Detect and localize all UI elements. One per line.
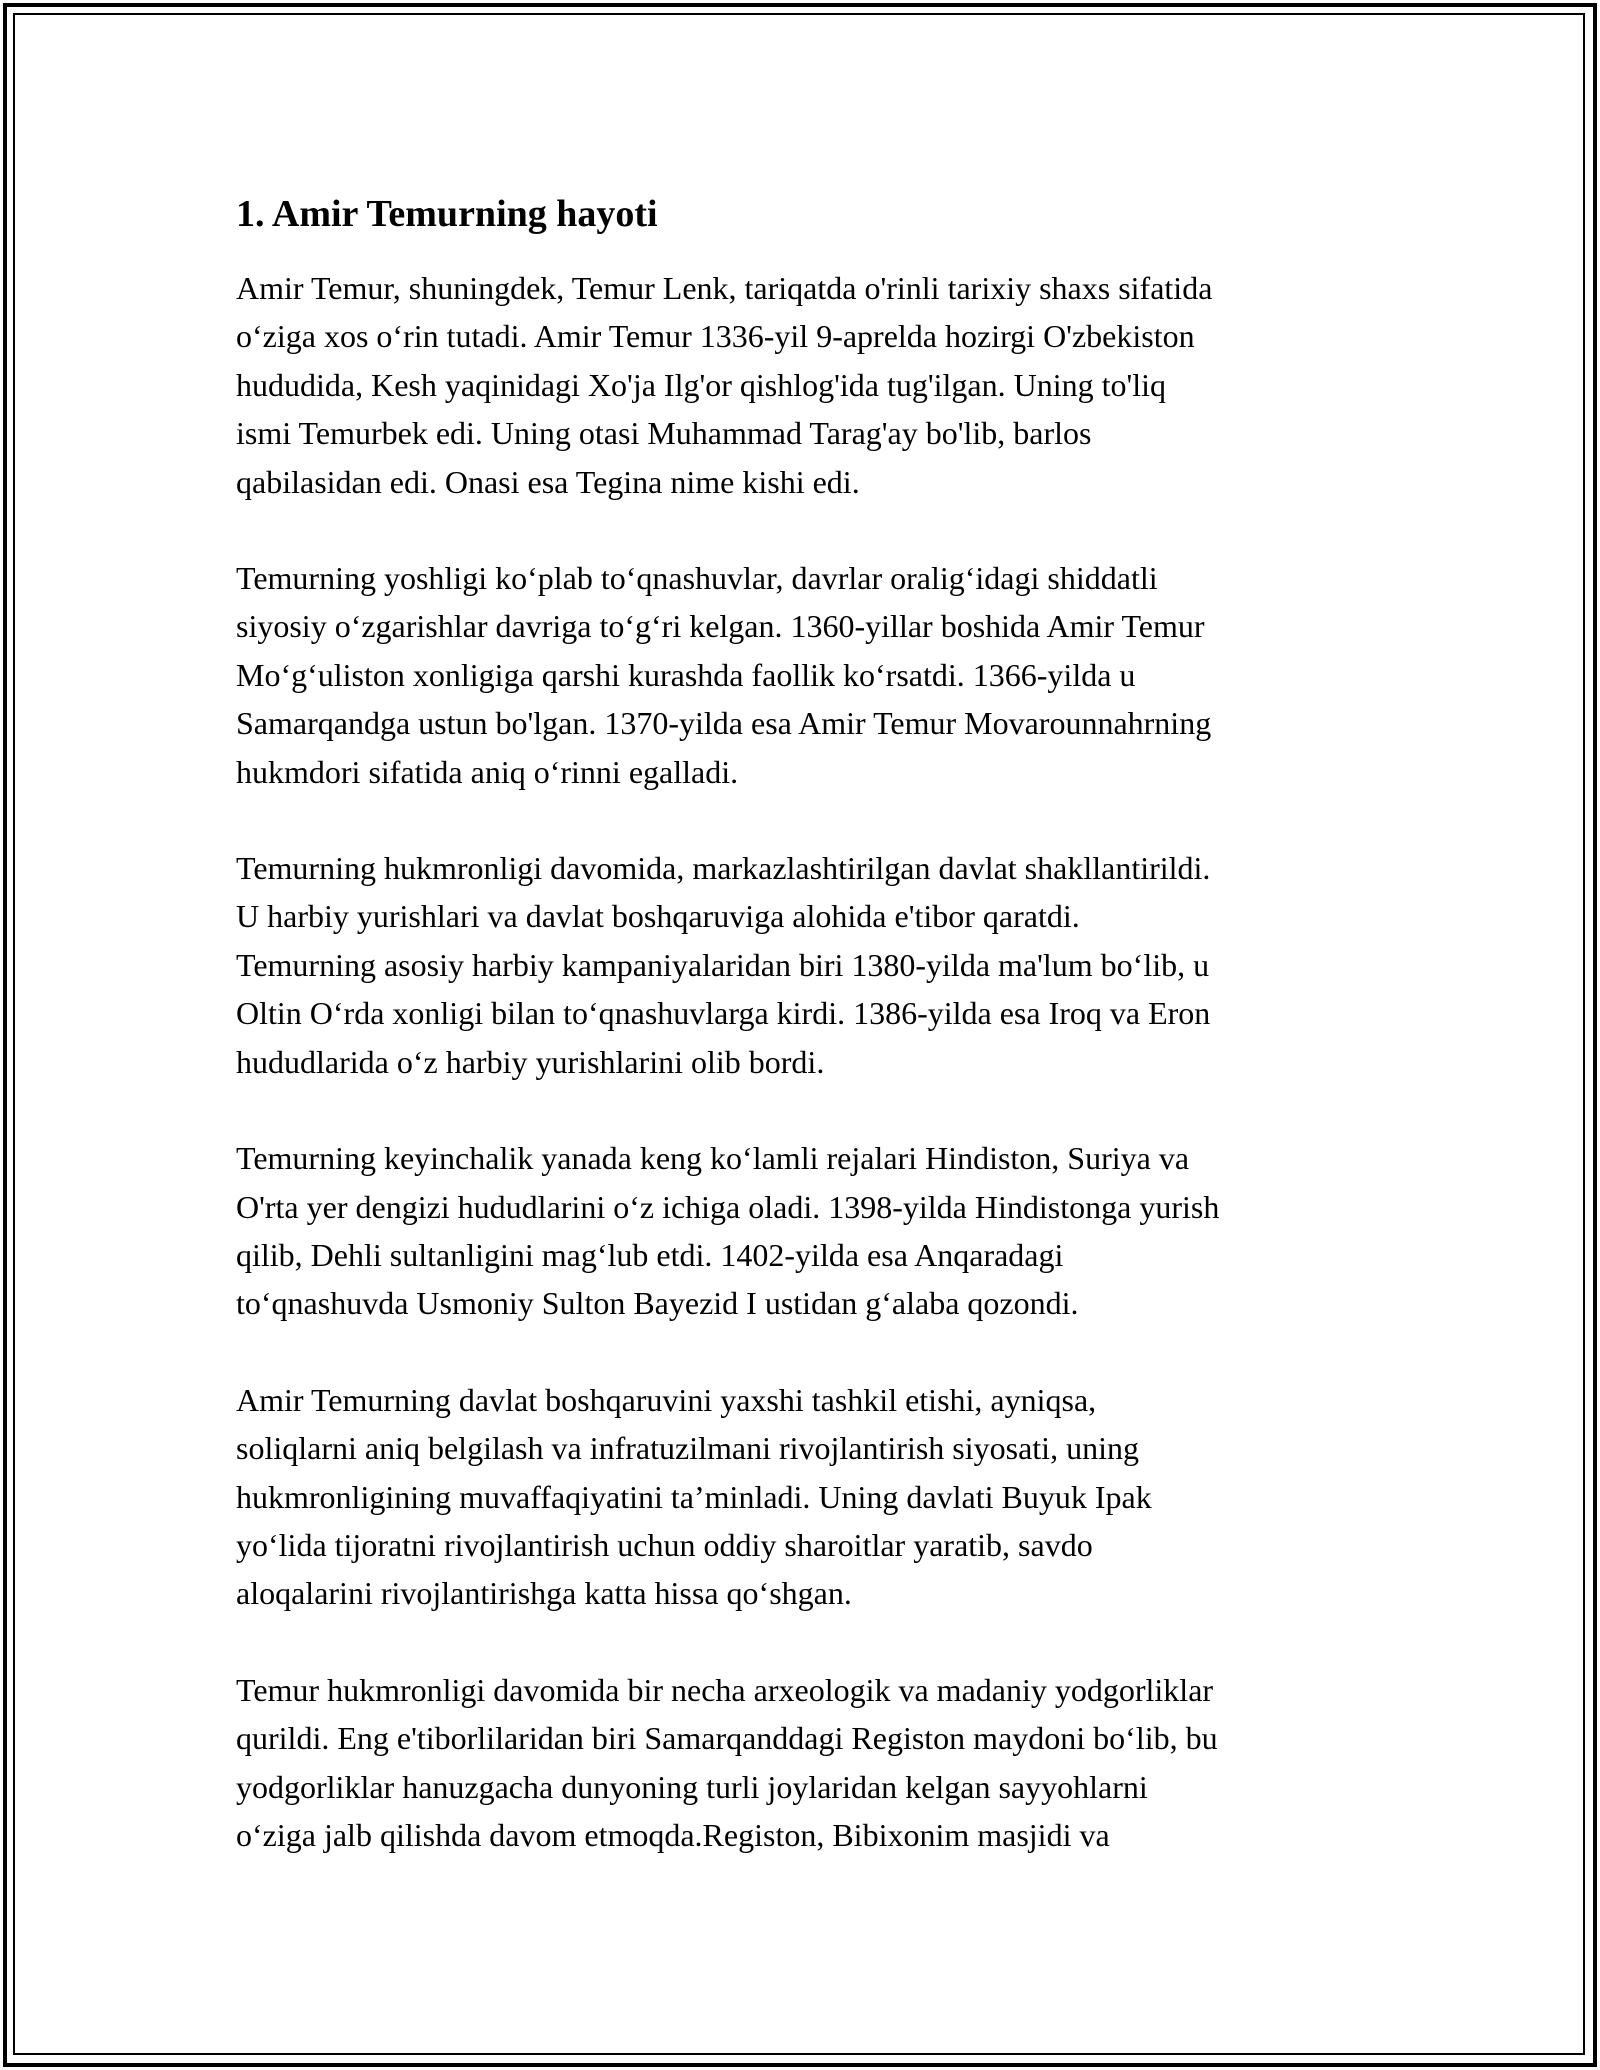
paragraph-6: Temur hukmronligi davomida bir necha arxeologik va madaniy yodgorliklar qurildi. Eng e'tiborlilaridan biri Samarqanddagi Registon maydoni bo‘lib, bu yodgorliklar hanuzgacha dunyoning turli joylaridan kelgan sayyohlarni o‘ziga jalb qilishda davom etmoqda.Registon, Bibixonim masjidi va xyxy=(236,1671,1218,1853)
paragraph-5: Amir Temurning davlat boshqaruvini yaxshi tashkil etishi, ayniqsa, soliqlarni aniq belgilash va infratuzilmani rivojlantirish siyosati, uning hukmronligining muvaffaqiyatini ta’minladi. Uning davlati Buyuk Ipak yo‘lida tijoratni rivojlantirish uchun oddiy sharoitlar yaratib, savdo aloqalarini rivojlantirishga katta hissa qo‘shgan. xyxy=(236,1381,1152,1612)
paragraph-1: Amir Temur, shuningdek, Temur Lenk, tariqatda o'rinli tarixiy shaxs sifatida o‘ziga xos o‘rin tutadi. Amir Temur 1336-yil 9-aprelda hozirgi O'zbekiston hududida, Kesh yaqinidagi Xo'ja Ilg'or qishlog'ida tug'ilgan. Uning to'liq ismi Temurbek edi. Uning otasi Muhammad Tarag'ay bo'lib, barlos qabilasidan edi. Onasi esa Tegina nime kishi edi. xyxy=(236,270,1213,500)
section-heading: 1. Amir Temurning hayoti xyxy=(236,193,658,235)
paragraph-4: Temurning keyinchalik yanada keng ko‘lamli rejalari Hindiston, Suriya va O'rta yer dengizi hududlarini o‘z ichiga oladi. 1398-yilda Hindistonga yurish qilib, Dehli sultanligini mag‘lub etdi. 1402-yilda esa Anqaradagi to‘qnashuvda Usmoniy Sulton Bayezid I ustidan g‘alaba qozondi. xyxy=(236,1140,1220,1322)
document-body xyxy=(236,190,1376,1907)
paragraph-2: Temurning yoshligi ko‘plab to‘qnashuvlar, davrlar oralig‘idagi shiddatli siyosiy o‘zgarishlar davriga to‘g‘ri kelgan. 1360-yillar boshida Amir Temur Mo‘g‘uliston xonligiga qarshi kurashda faollik ko‘rsatdi. 1366-yilda u Samarqandga ustun bo'lgan. 1370-yilda esa Amir Temur Movarounnahrning hukmdori sifatida aniq o‘rinni egalladi. xyxy=(236,560,1212,790)
paragraph-3: Temurning hukmronligi davomida, markazlashtirilgan davlat shakllantirildi. U harbiy yurishlari va davlat boshqaruviga alohida e'tibor qaratdi. Temurning asosiy harbiy kampaniyalaridan biri 1380-yilda ma'lum bo‘lib, u Oltin O‘rda xonligi bilan to‘qnashuvlarga kirdi. 1386-yilda esa Iroq va Eron hududlarida o‘z harbiy yurishlarini olib bordi. xyxy=(236,850,1211,1080)
